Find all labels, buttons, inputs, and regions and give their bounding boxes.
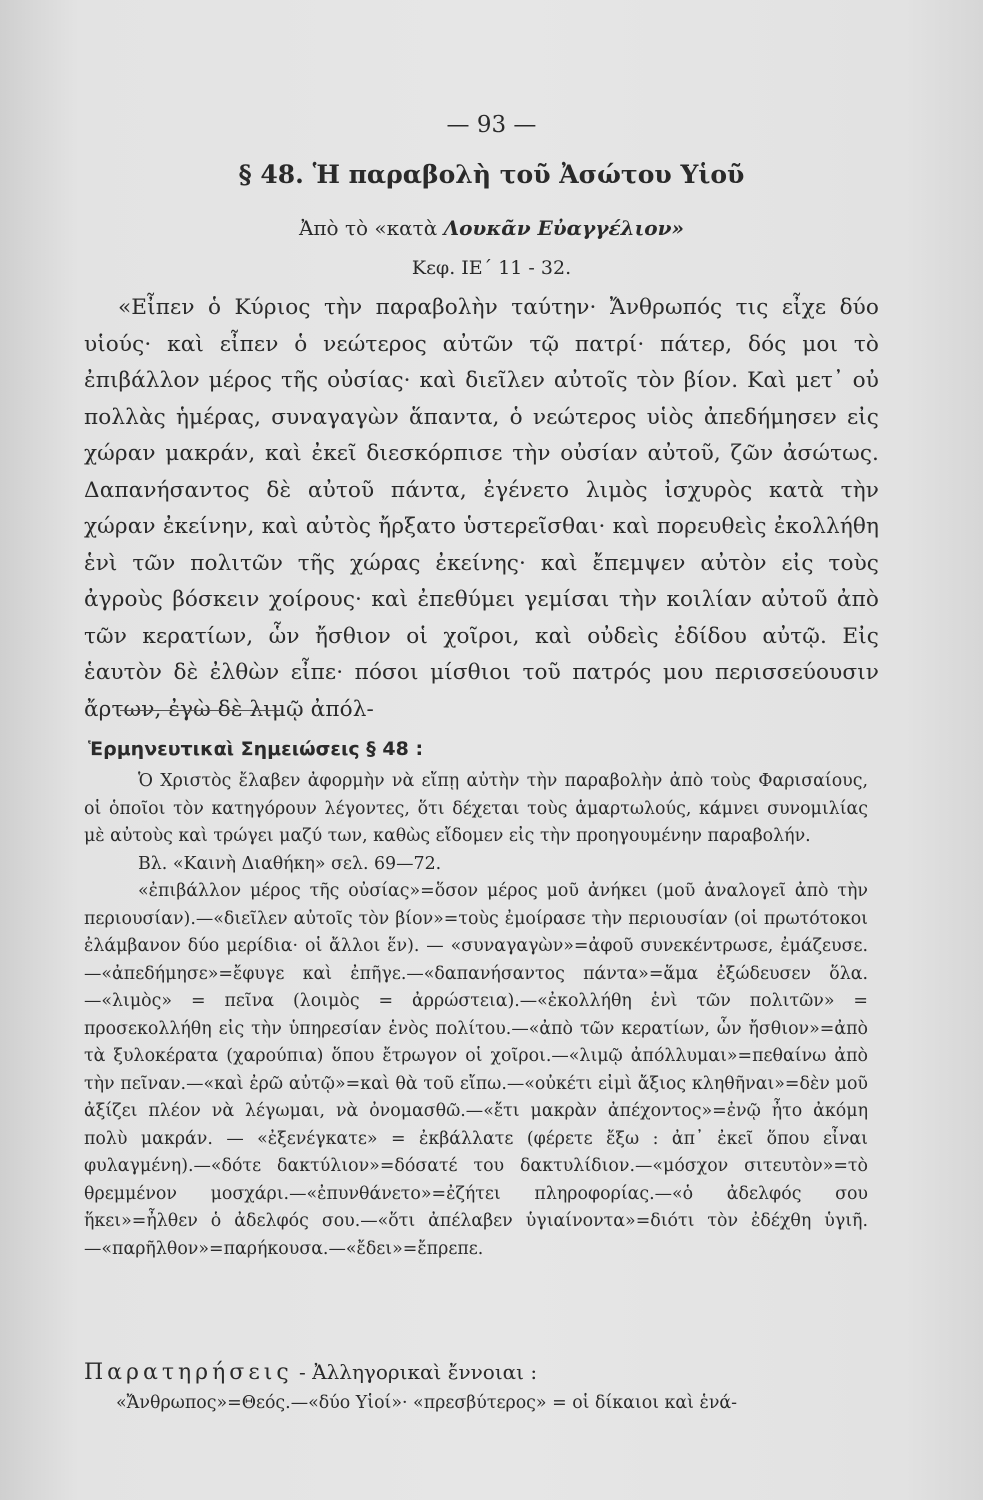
notes-heading: Ἑρμηνευτικαὶ Σημειώσεις § 48 : <box>88 738 424 760</box>
subheading-book: Λουκᾶν Εὐαγγέλιον» <box>443 216 685 240</box>
observations-subtitle: - Ἀλληγορικαὶ ἔννοιαι : <box>299 1360 538 1384</box>
scripture-passage <box>84 290 879 728</box>
section-heading: § 48. Ἡ παραβολὴ τοῦ Ἀσώτου Υἱοῦ <box>238 160 745 189</box>
observations-text: «Ἄνθρωπος»=Θεός.—«δύο Υἱοί»· «πρεσβύτερος» = οἱ δίκαιοι καὶ ἑνά- <box>116 1393 738 1413</box>
page-number: — 93 — <box>446 112 537 138</box>
chapter-reference: Κεφ. ΙΕ΄ 11 - 32. <box>411 257 572 279</box>
interpretive-notes <box>84 768 868 1263</box>
scripture-text: «Εἶπεν ὁ Κύριος τὴν παραβολὴν ταύτην· Ἄνθρωπός τις εἶχε δύο υἱούς· καὶ εἶπεν ὁ νεώτερος αὐτῶν τῷ πατρί· πάτερ, δός μοι τὸ ἐπιβάλλον μέρος τῆς οὐσίας· καὶ διεῖλεν αὐτοῖς τὸν βίον. Καὶ μετ᾽ οὐ πολλὰς ἡμέρας, συναγαγὼν ἅπαντα, ὁ νεώτερος υἱὸς ἀπεδήμησεν εἰς χώραν μακράν, καὶ ἐκεῖ διεσκόρπισε τὴν οὐσίαν αὐτοῦ, ζῶν ἀσώτως. Δαπανήσαντος δὲ αὐτοῦ πάντα, ἐγένετο λιμὸς ἰσχυρὸς κατὰ τὴν χώραν ἐκείνην, καὶ αὐτὸς ἤρξατο ὑστερεῖσθαι· καὶ πορευθεὶς ἐκολλήθη ἑνὶ τῶν πολιτῶν τῆς χώρας ἐκείνης· καὶ ἔπεμψεν αὐτὸν εἰς τοὺς ἀγροὺς βόσκειν χοίρους· καὶ ἐπεθύμει γεμίσαι τὴν κοιλίαν αὐτοῦ ἀπὸ τῶν κερατίων, ὧν ἤσθιον οἱ χοῖροι, καὶ οὐδεὶς ἐδίδου αὐτῷ. Εἰς ἑαυτὸν δὲ ἐλθὼν εἶπε· πόσοι μίσθιοι τοῦ πατρός μου περισσεύουσιν ἄρτων, ἐγὼ δὲ λιμῷ ἀπόλ- <box>84 295 879 722</box>
observations-heading <box>84 1360 537 1385</box>
observations-label: Παρατηρήσεις <box>84 1360 293 1385</box>
note-paragraph: «ἐπιβάλλον μέρος τῆς οὐσίας»=ὅσον μέρος μοῦ ἀνήκει (μοῦ ἀναλογεῖ ἀπὸ τὴν περιουσίαν).—«διεῖλεν αὐτοῖς τὸν βίον»=τοὺς ἐμοίρασε τὴν περιουσίαν (οἱ πρωτότοκοι ἐλάμβανον δύο μερίδια· οἱ ἄλλοι ἕν). — «συναγαγὼν»=ἀφοῦ συνεκέντρωσε, ἐμάζευσε.—«ἀπεδήμησε»=ἔφυγε καὶ ἐπῆγε.—«δαπανήσαντος πάντα»=ἅμα ἐξώδευσεν ὅλα.—«λιμὸς» = πεῖνα (λοιμὸς = ἀρρώστεια).—«ἐκολλήθη ἑνὶ τῶν πολιτῶν» = προσεκολλήθη εἰς τὴν ὑπηρεσίαν ἑνὸς πολίτου.—«ἀπὸ τῶν κερατίων, ὧν ἤσθιον»=ἀπὸ τὰ ξυλοκέρατα (χαρούπια) ὅπου ἔτρωγον οἱ χοῖροι.—«λιμῷ ἀπόλλυμαι»=πεθαίνω ἀπὸ τὴν πεῖναν.—«καὶ ἐρῶ αὐτῷ»=καὶ θὰ τοῦ εἴπω.—«οὐκέτι εἰμὶ ἄξιος κληθῆναι»=δὲν μοῦ ἀξίζει πλέον νὰ λέγωμαι, νὰ ὀνομασθῶ.—«ἔτι μακρὰν ἀπέχοντος»=ἐνῷ ἦτο ἀκόμη πολὺ μακράν. — «ἐξενέγκατε» = ἐκβάλλατε (φέρετε ἔξω : ἀπ᾽ ἐκεῖ ὅπου εἶναι φυλαγμένη).—«δότε δακτύλιον»=δόσατέ του δακτυλίδιον.—«μόσχον σιτευτὸν»=τὸ θρεμμένον μοσχάρι.—«ἐπυνθάνετο»=ἐζήτει πληροφορίας.—«ὁ ἀδελφός σου ἥκει»=ἦλθεν ὁ ἀδελφός σου.—«ὅτι ἀπέλαβεν ὑγιαίνοντα»=διότι τὸν ἐδέχθη ὑγιῆ.—«παρῆλθον»=παρήκουσα.—«ἔδει»=ἔπρεπε. <box>84 881 868 1259</box>
note-paragraph: Ὁ Χριστὸς ἔλαβεν ἀφορμὴν νὰ εἴπῃ αὐτὴν τὴν παραβολὴν ἀπὸ τοὺς Φαρισαίους, οἱ ὁποῖοι τὸν κατηγόρουν λέγοντες, ὅτι δέχεται τοὺς ἁμαρτωλούς, κάμνει συνομιλίας μὲ αὐτοὺς καὶ τρώγει μαζύ των, καθὼς εἴδομεν εἰς τὴν προηγουμένην παραβολήν. <box>84 771 868 846</box>
footnote-divider <box>120 710 280 711</box>
source-subheading <box>0 216 983 240</box>
subheading-prefix: Ἀπὸ τὸ «κατὰ <box>298 216 438 240</box>
note-paragraph: Βλ. «Καινὴ Διαθήκη» σελ. 69—72. <box>138 853 442 874</box>
